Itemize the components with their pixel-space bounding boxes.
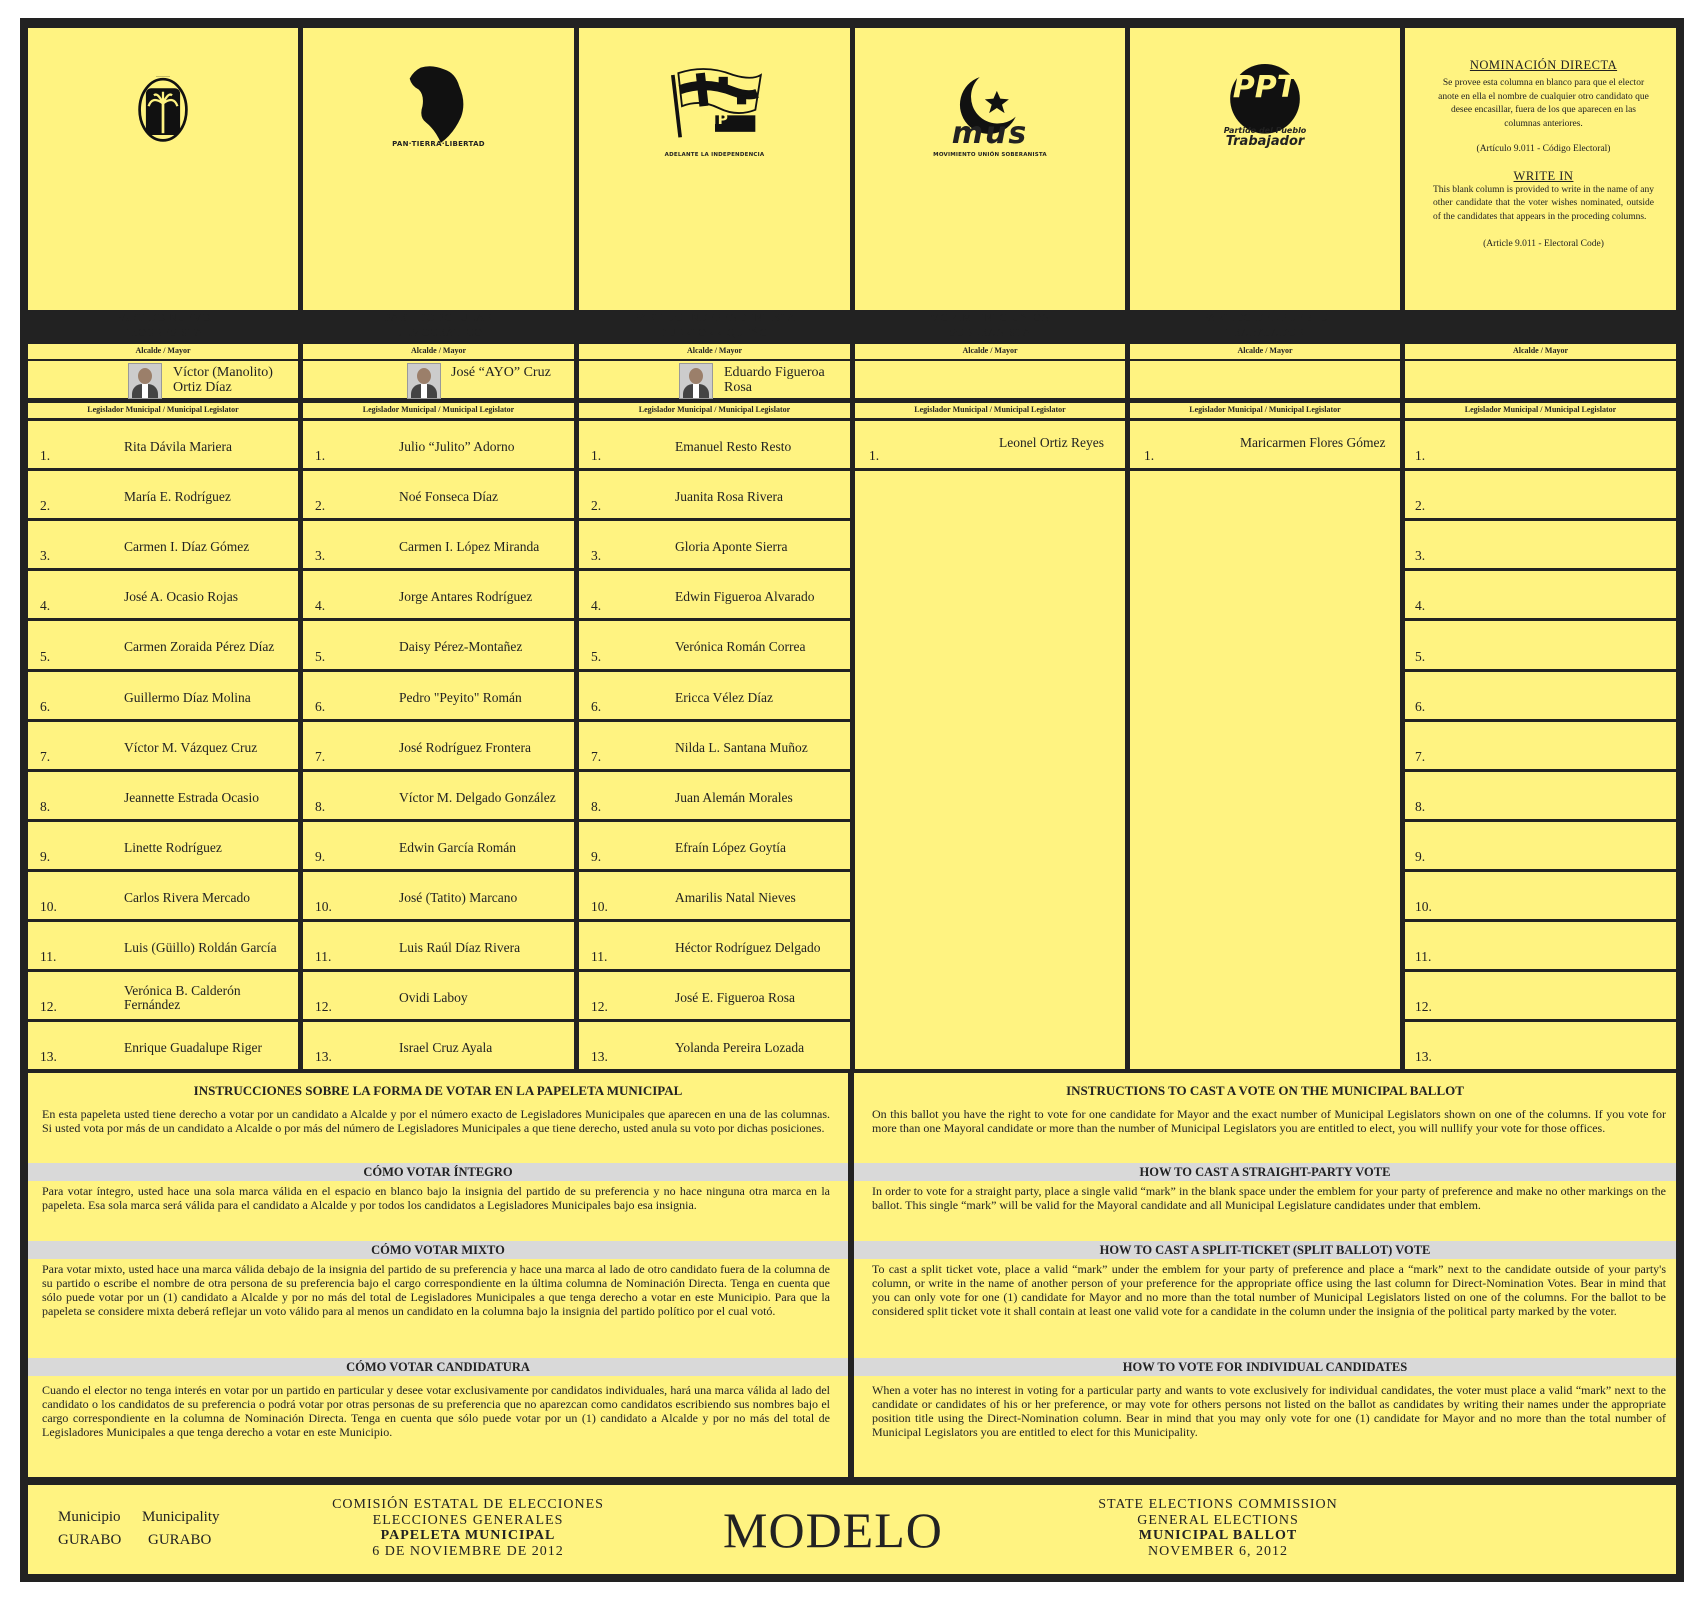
candidate-name: Verónica B. Calderón Fernández (124, 983, 241, 1012)
legislator-candidate-row[interactable] (579, 672, 850, 719)
office-legislator-label (28, 403, 298, 418)
write-in-text-es: Se provee esta columna en blanco para que el elector anote en ella el nombre de cualquier otro candidato que desee encasillar, fuera de los que aparecen en las columnas anteriores. (1438, 78, 1649, 129)
legislator-candidate-row[interactable] (579, 722, 850, 769)
candidate-number: 7. (40, 749, 51, 764)
candidate-number: 12. (1415, 999, 1432, 1014)
pava-silhouette-icon (303, 58, 574, 188)
party-logo-subtext2: Trabajador (1225, 134, 1305, 149)
legislator-candidate-row[interactable] (1130, 421, 1400, 468)
legislator-candidate-row[interactable] (579, 922, 850, 969)
candidate-number: 13. (40, 1049, 57, 1064)
legislator-candidate-row[interactable] (579, 521, 850, 568)
candidate-number: 1. (1144, 448, 1155, 463)
office-mayor-label (1130, 344, 1400, 359)
candidate-name: Jeannette Estrada Ocasio (124, 790, 259, 805)
candidate-name: Linette Rodríguez (124, 840, 222, 855)
candidate-name: Juan Alemán Morales (675, 790, 793, 805)
legislator-candidate-row[interactable] (303, 672, 574, 719)
write-in-mayor[interactable] (1405, 361, 1676, 398)
candidate-name: María E. Rodríguez (124, 489, 231, 504)
legislator-candidate-row[interactable] (303, 922, 574, 969)
instructions-es-straight-title: CÓMO VOTAR ÍNTEGRO (28, 1163, 848, 1181)
legislator-candidate-row[interactable] (303, 822, 574, 869)
model-stamp: MODELO (723, 1502, 943, 1558)
candidate-photo (407, 363, 441, 399)
candidate-name: Carmen I. López Miranda (399, 539, 540, 554)
candidate-number: 12. (40, 999, 57, 1014)
office-mayor-text: Alcalde / Mayor (1512, 346, 1569, 355)
candidate-number: 2. (1415, 498, 1426, 513)
candidate-number: 4. (315, 598, 326, 613)
instructions-es-panel (28, 1073, 848, 1477)
candidate-name: Ovidi Laboy (399, 990, 468, 1005)
candidate-number: 9. (315, 849, 326, 864)
ballot-footer (28, 1485, 1676, 1574)
candidate-name: Nilda L. Santana Muñoz (675, 740, 808, 755)
candidate-number: 4. (591, 598, 602, 613)
legislator-candidate-row[interactable] (28, 521, 298, 568)
candidate-number: 5. (591, 649, 602, 664)
legislator-candidate-row[interactable] (303, 621, 574, 669)
candidate-number: 12. (591, 999, 608, 1014)
party-name: PARTIDO DEL PUEBLO TRABAJADOR (1202, 312, 1328, 339)
candidate-number: 8. (591, 799, 602, 814)
write-in-legislator-slot[interactable] (1405, 621, 1676, 669)
candidate-name: Maricarmen Flores Gómez (1240, 435, 1386, 450)
candidate-number: 4. (1415, 598, 1426, 613)
office-mayor-label (579, 344, 850, 359)
legislator-candidate-row[interactable] (28, 722, 298, 769)
write-in-title-en: WRITE IN (1513, 168, 1574, 183)
palm-tree-icon (28, 58, 298, 188)
candidate-number: 9. (1415, 849, 1426, 864)
mayor-name: Víctor (Manolito) Ortiz Díaz (173, 365, 273, 395)
legislator-candidate-row[interactable] (303, 1022, 574, 1069)
legislator-candidate-row[interactable] (303, 421, 574, 468)
legislator-candidate-row[interactable] (303, 772, 574, 819)
candidate-name: Gloria Aponte Sierra (675, 539, 788, 554)
candidate-name: Emanuel Resto Resto (675, 439, 792, 454)
candidate-number: 6. (591, 699, 602, 714)
legislator-candidate-row[interactable] (579, 471, 850, 518)
office-mayor-label (303, 344, 574, 359)
candidate-name: Carmen I. Díaz Gómez (124, 539, 250, 554)
party-header-2[interactable] (303, 28, 574, 339)
legislator-candidate-row[interactable] (579, 772, 850, 819)
mayor-candidate-1[interactable] (28, 361, 298, 398)
mayor-candidate-2[interactable] (303, 361, 574, 398)
party-logo-text: PPT (1232, 70, 1298, 105)
candidate-number: 12. (315, 999, 332, 1014)
candidate-name: Rita Dávila Mariera (124, 439, 232, 454)
write-in-legislator-slot[interactable] (1405, 872, 1676, 919)
candidate-number: 13. (1415, 1049, 1432, 1064)
write-in-legislator-slot[interactable] (1405, 571, 1676, 618)
legislator-candidate-row[interactable] (303, 571, 574, 618)
candidate-name: Daisy Pérez-Montañez (399, 639, 523, 654)
write-in-article-es: (Artículo 9.011 - Código Electoral) (1476, 144, 1611, 154)
candidate-name: Luis Raúl Díaz Rivera (399, 940, 521, 955)
write-in-legislator-slot[interactable] (1405, 822, 1676, 869)
write-in-title-es: NOMINACIÓN DIRECTA (1469, 58, 1618, 72)
candidate-photo (128, 363, 162, 399)
candidate-number: 6. (315, 699, 326, 714)
write-in-legislator-slot[interactable] (1405, 421, 1676, 468)
candidate-number: 5. (40, 649, 51, 664)
candidate-name: Juanita Rosa Rivera (675, 489, 783, 504)
municipality-label: Municipality (142, 1509, 220, 1525)
candidate-number: 9. (591, 849, 602, 864)
candidate-number: 8. (315, 799, 326, 814)
candidate-name: Amarilis Natal Nieves (675, 890, 796, 905)
candidate-name: Leonel Ortiz Reyes (999, 435, 1104, 450)
candidate-number: 4. (40, 598, 51, 613)
office-mayor-label (855, 344, 1125, 359)
candidate-name: Efraín López Goytía (675, 840, 786, 855)
candidate-number: 6. (1415, 699, 1426, 714)
candidate-name: Ericca Vélez Díaz (675, 690, 773, 705)
candidate-number: 11. (591, 949, 608, 964)
party-name: PARTIDO POPULAR DEMOCRÁTICO (384, 312, 493, 339)
party-header-3[interactable] (579, 28, 850, 339)
instructions-en-individual-title: HOW TO VOTE FOR INDIVIDUAL CANDIDATES (854, 1358, 1676, 1376)
legislator-candidate-row[interactable] (303, 872, 574, 919)
candidate-number: 8. (1415, 799, 1426, 814)
instructions-en-straight-title: HOW TO CAST A STRAIGHT-PARTY VOTE (854, 1163, 1676, 1181)
office-legislator-text: Legislador Municipal / Municipal Legislator (87, 405, 239, 414)
municipio-value: GURABO (58, 1532, 122, 1548)
candidate-name: Luis (Güillo) Roldán García (124, 940, 277, 955)
legislator-candidate-row[interactable] (28, 571, 298, 618)
footer-es-line2: ELECCIONES GENERALES (372, 1512, 564, 1528)
party-name: PARTIDO INDEPENDENTISTA PUERTORRIQUEÑO (633, 312, 796, 339)
svg-text:·······: ······· (155, 74, 171, 82)
instructions-en-split-text: To cast a split ticket vote, place a valid “mark” under the emblem for your party of preference and place a “mark” next to the candidate outside of your party's column, or write in the name of another person of your preference for the appropriate office using the last column for Direct-Nomination Votes. Bear in mind that you can only vote for one (1) candidate for Mayor and no more than the total number of Municipal Legislators listed on one of the columns. For the ballot to be considered split ticket vote it shall contain at least one valid vote for a candidate in the column under the insignia of the political party marked by the voter. (872, 1262, 1666, 1318)
office-legislator-label (303, 403, 574, 418)
legislator-candidate-row[interactable] (579, 571, 850, 618)
instructions-es-split-text: Para votar mixto, usted hace una marca válida debajo de la insignia del partido de su preferencia y hace una marca al lado de otro candidato fuera de la columna de su partido o escribe el nombre de otra persona de su preferencia bajo el cargo correspondiente en la última columna de Nominación Directa. Tenga en cuenta que sólo puede votar por un (1) candidato a Alcalde y por no más del total de Legisladores Municipales a que tenga derecho a votar en este Municipio. Para que la papeleta se considere mixta deberá reflejar un voto válido para al menos un candidato en la columna bajo la insignia del partido político por el cual votó. (42, 1262, 830, 1318)
candidate-name: Héctor Rodríguez Delgado (675, 940, 821, 955)
write-in-header[interactable] (1405, 28, 1676, 310)
mayor-name: José “AYO” Cruz (451, 365, 551, 380)
party-header-4[interactable] (855, 28, 1125, 339)
legislator-candidate-row[interactable] (579, 621, 850, 669)
write-in-legislator-slot[interactable] (1405, 1022, 1676, 1069)
candidate-name: Pedro "Peyito" Román (399, 690, 522, 705)
write-in-description (1433, 58, 1654, 252)
municipio-label: Municipio (58, 1509, 121, 1525)
municipality-value: GURABO (148, 1532, 212, 1548)
candidate-number: 7. (1415, 749, 1426, 764)
write-in-text-en: This blank column is provided to write in the name of any other candidate that the voter wishes nominated, outside of the candidates that appears in the proceding columns. (1433, 184, 1654, 222)
candidate-number: 10. (315, 899, 332, 914)
instructions-es-straight-text: Para votar íntegro, usted hace una sola marca válida en el espacio en blanco bajo la insignia del partido de su preferencia y no hace ninguna otra marca en la papeleta. Esa sola marca será válida para el candidato a Alcalde y por todos los candidatos a Legisladores Municipales bajo esa insignia. (42, 1184, 830, 1212)
candidate-number: 5. (315, 649, 326, 664)
candidate-name: Jorge Antares Rodríguez (399, 589, 533, 604)
legislator-candidate-row[interactable] (28, 421, 298, 468)
candidate-number: 1. (1415, 448, 1426, 463)
candidate-number: 10. (1415, 899, 1432, 914)
instructions-en-individual-text: When a voter has no interest in voting for a particular party and wants to vote exclusively for individual candidates, the voter must place a valid “mark” next to the candidate or candidates of his or her preference, or may vote for others persons not listed on the ballot as candidates by writing their names under the appropriate position title using the Direct-Nomination column. Bear in mind that you may only vote for one (1) candidate for Mayor and no more than the total number of Municipal Legislators you are entitled to elect for this Municipality. (872, 1383, 1666, 1439)
candidate-name: Enrique Guadalupe Riger (124, 1040, 262, 1055)
office-legislator-text: Legislador Municipal / Municipal Legislator (1464, 405, 1617, 414)
write-in-legislator-slot[interactable] (1405, 521, 1676, 568)
legislator-candidate-row[interactable] (28, 872, 298, 919)
candidate-number: 2. (40, 498, 51, 513)
write-in-legislator-slot[interactable] (1405, 922, 1676, 969)
candidate-name: Edwin García Román (399, 840, 516, 855)
candidate-number: 11. (315, 949, 332, 964)
legislator-candidate-row[interactable] (28, 1022, 298, 1069)
legislator-candidate-row[interactable] (28, 972, 298, 1019)
candidate-name: Verónica Román Correa (675, 639, 806, 654)
legislator-candidate-row[interactable] (579, 421, 850, 468)
office-mayor-label (1405, 344, 1676, 359)
candidate-number: 10. (40, 899, 57, 914)
footer-es-line1: COMISIÓN ESTATAL DE ELECCIONES (332, 1497, 604, 1512)
footer-en-line2: GENERAL ELECTIONS (1137, 1512, 1299, 1528)
legislator-candidate-row[interactable] (303, 972, 574, 1019)
office-mayor-text: Alcalde / Mayor (962, 346, 1018, 355)
instructions-es-split-title: CÓMO VOTAR MIXTO (28, 1241, 848, 1259)
legislator-candidate-row[interactable] (303, 521, 574, 568)
candidate-name: José Rodríguez Frontera (399, 740, 531, 755)
party-header-1[interactable] (28, 28, 298, 339)
write-in-legislator-slot[interactable] (1405, 972, 1676, 1019)
instructions-es-title: INSTRUCCIONES SOBRE LA FORMA DE VOTAR EN LA PAPELETA MUNICIPAL (193, 1083, 683, 1098)
office-legislator-text: Legislador Municipal / Municipal Legislator (1189, 405, 1341, 414)
footer-es-line4: 6 DE NOVIEMBRE DE 2012 (372, 1543, 564, 1559)
candidate-number: 7. (591, 749, 602, 764)
office-legislator-label (855, 403, 1125, 418)
office-mayor-label (28, 344, 298, 359)
write-in-legislator-slot[interactable] (1405, 672, 1676, 719)
instructions-en-title: INSTRUCTIONS TO CAST A VOTE ON THE MUNICIPAL BALLOT (1066, 1083, 1464, 1098)
candidate-name: Víctor M. Vázquez Cruz (124, 740, 258, 755)
office-legislator-text: Legislador Municipal / Municipal Legislator (362, 405, 515, 414)
instructions-en-split-title: HOW TO CAST A SPLIT-TICKET (SPLIT BALLOT) VOTE (854, 1241, 1676, 1259)
candidate-number: 8. (40, 799, 51, 814)
legislator-candidate-row[interactable] (579, 1022, 850, 1069)
candidate-number: 13. (591, 1049, 608, 1064)
office-legislator-text: Legislador Municipal / Municipal Legislator (638, 405, 791, 414)
party-logo-subtext: ADELANTE LA INDEPENDENCIA (664, 152, 765, 158)
candidate-name: Guillermo Díaz Molina (124, 690, 251, 705)
candidate-name: Israel Cruz Ayala (399, 1040, 493, 1055)
candidate-number: 5. (1415, 649, 1426, 664)
footer-en-line4: NOVEMBER 6, 2012 (1147, 1543, 1289, 1559)
candidate-number: 2. (315, 498, 326, 513)
legislator-candidate-row[interactable] (28, 822, 298, 869)
legislator-candidate-row[interactable] (28, 471, 298, 518)
office-legislator-label (579, 403, 850, 418)
candidate-photo (679, 363, 713, 399)
candidate-name: Yolanda Pereira Lozada (675, 1040, 805, 1055)
legislator-candidate-row[interactable] (28, 922, 298, 969)
instructions-es-individual-title: CÓMO VOTAR CANDIDATURA (28, 1358, 848, 1376)
mayor-candidate-4[interactable] (855, 361, 1125, 398)
candidate-number: 9. (40, 849, 51, 864)
empty-legislator-area (855, 471, 1125, 1069)
office-mayor-text: Alcalde / Mayor (1237, 346, 1293, 355)
candidate-number: 1. (40, 448, 51, 463)
empty-legislator-area (1130, 471, 1400, 1069)
instructions-es-individual-text: Cuando el elector no tenga interés en votar por un partido en particular y desee votar exclusivamente por candidatos individuales, hará una marca válida al lado del candidato o los candidatos de su preferencia o podrá votar por otras personas de su preferencia que no aparezcan como candidatos escribiendo sus nombres bajo el cargo correspondiente en la columna de Nominación Directa. Tenga en cuenta que sólo puede votar por un (1) candidato a Alcalde y por no más del total de Legisladores Municipales a que tenga derecho a votar en este Municipio. (42, 1383, 830, 1439)
candidate-number: 11. (40, 949, 57, 964)
office-legislator-label (1405, 403, 1676, 418)
office-mayor-text: Alcalde / Mayor (410, 346, 467, 355)
candidate-name: Edwin Figueroa Alvarado (675, 589, 815, 604)
party-logo-text: PAN·TIERRA·LIBERTAD (392, 140, 485, 148)
mayor-candidate-5[interactable] (1130, 361, 1400, 398)
candidate-number: 11. (1415, 949, 1432, 964)
candidate-name: Víctor M. Delgado González (399, 790, 556, 805)
party-name: PARTIDO NUEVO PROGRESISTA (115, 312, 211, 339)
office-legislator-text: Legislador Municipal / Municipal Legislator (914, 405, 1066, 414)
office-mayor-text: Alcalde / Mayor (135, 346, 191, 355)
footer-en-line1: STATE ELECTIONS COMMISSION (1098, 1497, 1338, 1512)
candidate-name: José (Tatito) Marcano (399, 890, 518, 905)
legislator-candidate-row[interactable] (303, 471, 574, 518)
candidate-name: José A. Ocasio Rojas (124, 589, 238, 604)
legislator-candidate-row[interactable] (579, 972, 850, 1019)
instructions-en-panel (854, 1073, 1676, 1477)
legislator-candidate-row[interactable] (579, 872, 850, 919)
candidate-number: 3. (591, 548, 602, 563)
party-logo-subtext: MOVIMIENTO UNIÓN SOBERANISTA (933, 152, 1047, 158)
candidate-number: 3. (1415, 548, 1426, 563)
candidate-number: 1. (869, 448, 880, 463)
instructions-es-intro: En esta papeleta usted tiene derecho a votar por un candidato a Alcalde y por el número exacto de Legisladores Municipales que aparecen en una de las columnas. Si usted vota por más de un candidato a Alcalde o por más del número de Legisladores Municipales a que tiene derecho, usted anula su voto por dichas posiciones. (42, 1107, 830, 1135)
legislator-candidate-row[interactable] (28, 772, 298, 819)
candidate-number: 1. (591, 448, 602, 463)
legislator-candidate-row[interactable] (28, 621, 298, 669)
candidate-number: 2. (591, 498, 602, 513)
instructions-en-straight-text: In order to vote for a straight party, place a single valid “mark” in the blank space under the emblem for your party of preference and make no other markings on the ballot. This single “mark” will be valid for the Mayoral candidate and all Municipal Legislature candidates under that emblem. (872, 1184, 1666, 1212)
party-logo-text: mus (951, 116, 1029, 151)
candidate-name: Noé Fonseca Díaz (399, 489, 498, 504)
legislator-candidate-row[interactable] (28, 672, 298, 719)
candidate-number: 1. (315, 448, 326, 463)
mayor-name: Eduardo Figueroa Rosa (724, 365, 825, 395)
write-in-legislator-slot[interactable] (1405, 772, 1676, 819)
party-logo-subtext: Partido del Pueblo (1223, 126, 1307, 135)
office-legislator-label (1130, 403, 1400, 418)
mayor-candidate-3[interactable] (579, 361, 850, 398)
instructions-en-intro: On this ballot you have the right to vote for one candidate for Mayor and the exact number of Municipal Legislators shown on one of the columns. If you vote for more than one Mayoral candidate or more than the number of Municipal Legislators you are entitled to elect, you will nullify your vote for those offices. (872, 1107, 1666, 1135)
party-header-5[interactable] (1130, 28, 1400, 339)
office-mayor-text: Alcalde / Mayor (686, 346, 743, 355)
candidate-name: José E. Figueroa Rosa (675, 990, 795, 1005)
footer-en-line3: MUNICIPAL BALLOT (1138, 1528, 1298, 1543)
party-logo-text: PIP (700, 112, 729, 128)
write-in-legislator-slot[interactable] (1405, 471, 1676, 518)
write-in-article-en: (Article 9.011 - Electoral Code) (1483, 239, 1604, 249)
legislator-candidate-row[interactable] (303, 722, 574, 769)
candidate-number: 3. (40, 548, 51, 563)
legislator-candidate-row[interactable] (579, 822, 850, 869)
legislator-candidate-row[interactable] (855, 421, 1125, 468)
candidate-name: Carlos Rivera Mercado (124, 890, 250, 905)
candidate-number: 10. (591, 899, 608, 914)
candidate-name: Julio “Julito” Adorno (399, 439, 515, 454)
candidate-number: 6. (40, 699, 51, 714)
candidate-name: Carmen Zoraida Pérez Díaz (124, 639, 275, 654)
candidate-number: 7. (315, 749, 326, 764)
footer-es-line3: PAPELETA MUNICIPAL (380, 1528, 556, 1543)
candidate-number: 13. (315, 1049, 332, 1064)
write-in-legislator-slot[interactable] (1405, 722, 1676, 769)
party-name: MOVIMIENTO UNIÓN SOBERANISTA (930, 312, 1050, 339)
candidate-number: 3. (315, 548, 326, 563)
